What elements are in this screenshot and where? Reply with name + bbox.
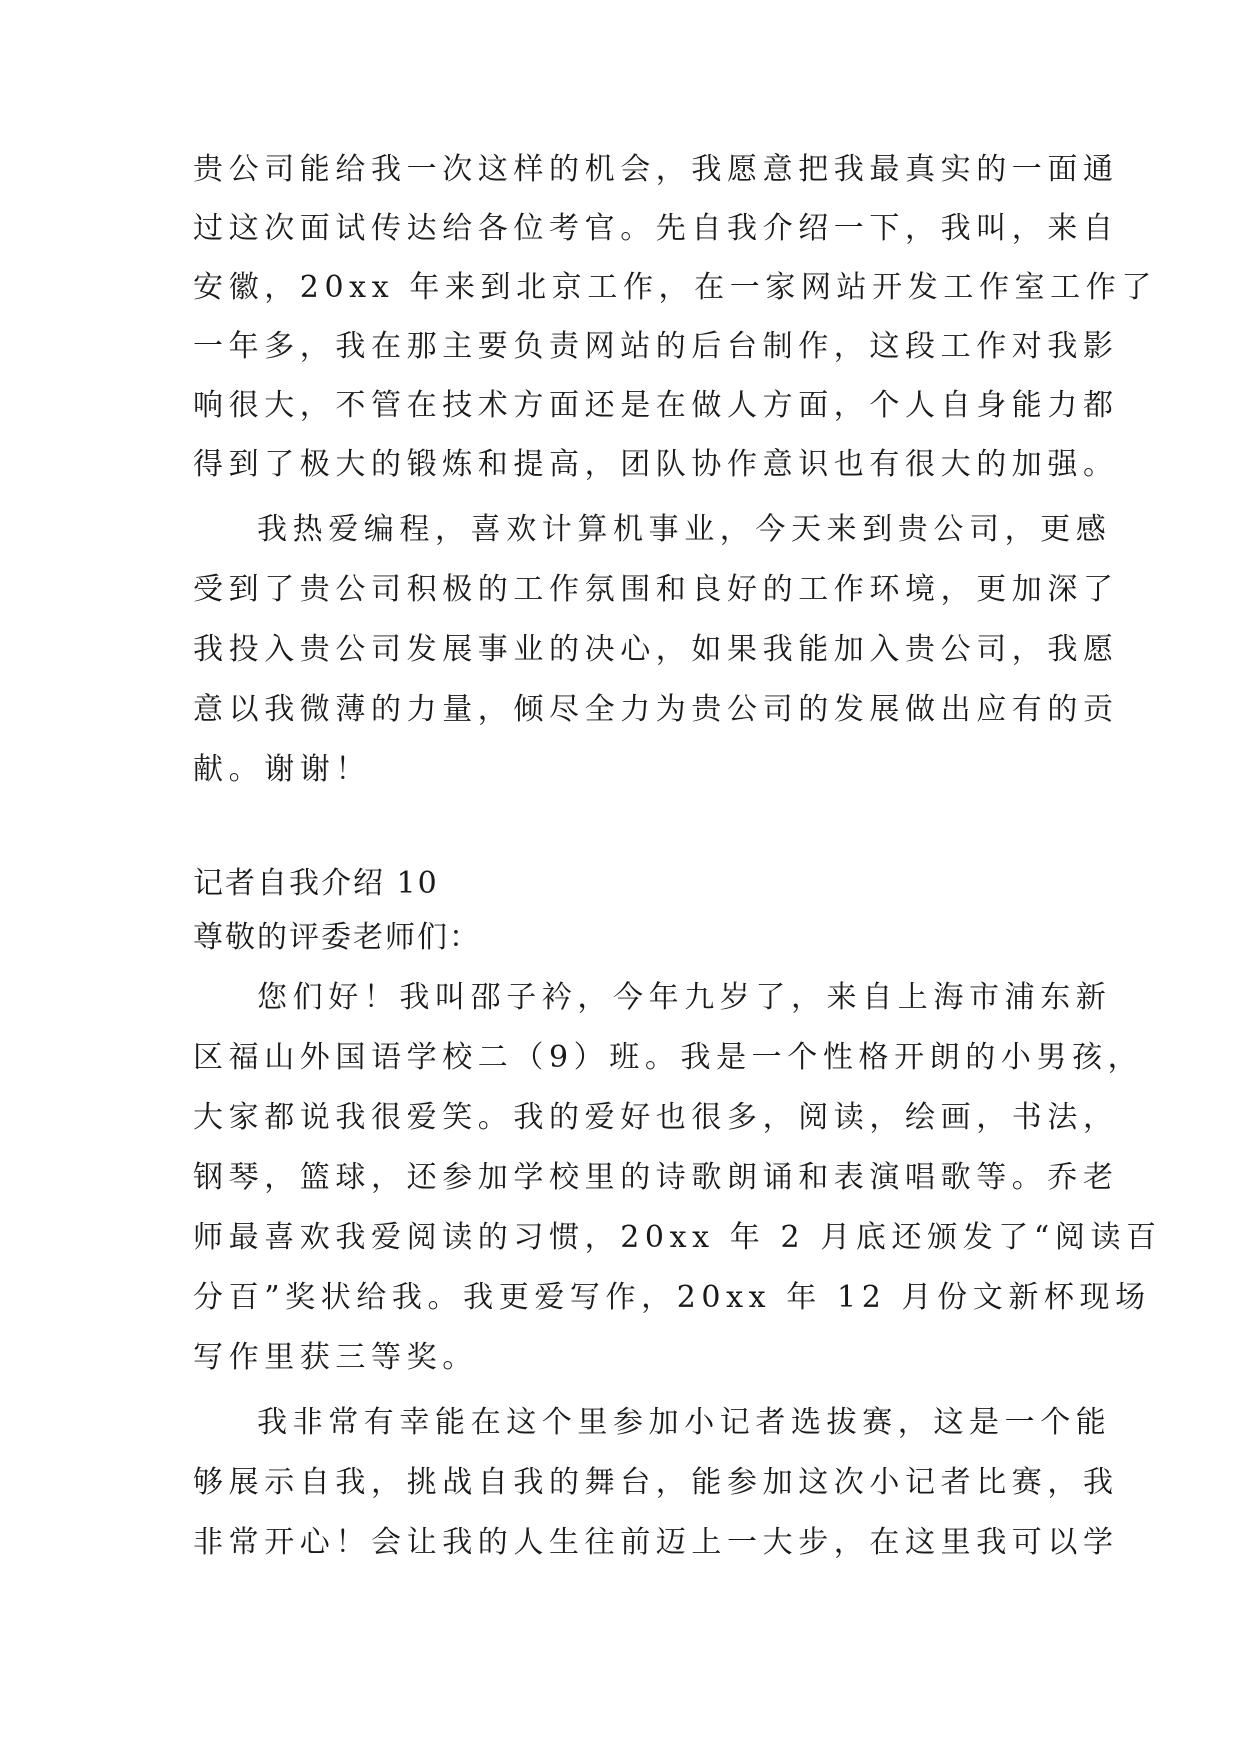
paragraph-3-line-6: 分百”奖状给我。我更爱写作，20xx 年 12 月份文新杯现场 xyxy=(193,1280,1151,1315)
paragraph-1-line-6: 得到了极大的锻炼和提高，团队协作意识也有很大的加强。 xyxy=(193,447,1119,482)
paragraph-3-line-7: 写作里获三等奖。 xyxy=(193,1340,478,1375)
paragraph-2-line-4: 意以我微薄的力量，倾尽全力为贵公司的发展做出应有的贡 xyxy=(193,692,1119,727)
paragraph-4-line-3: 非常开心！会让我的人生往前迈上一大步，在这里我可以学 xyxy=(193,1525,1119,1560)
paragraph-1-line-2: 过这次面试传达给各位考官。先自我介绍一下，我叫，来自 xyxy=(193,211,1119,246)
paragraph-2-line-3: 我投入贵公司发展事业的决心，如果我能加入贵公司，我愿 xyxy=(193,632,1119,667)
paragraph-3-line-4: 钢琴，篮球，还参加学校里的诗歌朗诵和表演唱歌等。乔老 xyxy=(193,1160,1119,1195)
paragraph-1-line-4: 一年多，我在那主要负责网站的后台制作，这段工作对我影 xyxy=(193,329,1119,364)
paragraph-1-line-5: 响很大，不管在技术方面还是在做人方面，个人自身能力都 xyxy=(193,388,1119,423)
paragraph-4-line-1: 我非常有幸能在这个里参加小记者选拔赛，这是一个能 xyxy=(257,1405,1112,1440)
salutation: 尊敬的评委老师们： xyxy=(193,920,481,955)
paragraph-2-line-5: 献。谢谢！ xyxy=(193,752,371,787)
paragraph-4-line-2: 够展示自我，挑战自我的舞台，能参加这次小记者比赛，我 xyxy=(193,1465,1119,1500)
paragraph-3-line-1: 您们好！我叫邵子衿，今年九岁了，来自上海市浦东新 xyxy=(257,980,1112,1015)
paragraph-2-line-1: 我热爱编程，喜欢计算机事业，今天来到贵公司，更感 xyxy=(257,512,1112,547)
paragraph-3-line-3: 大家都说我很爱笑。我的爱好也很多，阅读，绘画，书法， xyxy=(193,1100,1119,1135)
section-title: 记者自我介绍 10 xyxy=(193,866,439,901)
paragraph-3-line-2: 区福山外国语学校二（9）班。我是一个性格开朗的小男孩， xyxy=(193,1040,1144,1075)
paragraph-2-line-2: 受到了贵公司积极的工作氛围和良好的工作环境，更加深了 xyxy=(193,572,1119,607)
paragraph-1-line-3: 安徽，20xx 年来到北京工作，在一家网站开发工作室工作了 xyxy=(193,270,1157,305)
paragraph-3-line-5: 师最喜欢我爱阅读的习惯，20xx 年 2 月底还颁发了“阅读百 xyxy=(193,1220,1162,1255)
paragraph-1-line-1: 贵公司能给我一次这样的机会，我愿意把我最真实的一面通 xyxy=(193,152,1119,187)
